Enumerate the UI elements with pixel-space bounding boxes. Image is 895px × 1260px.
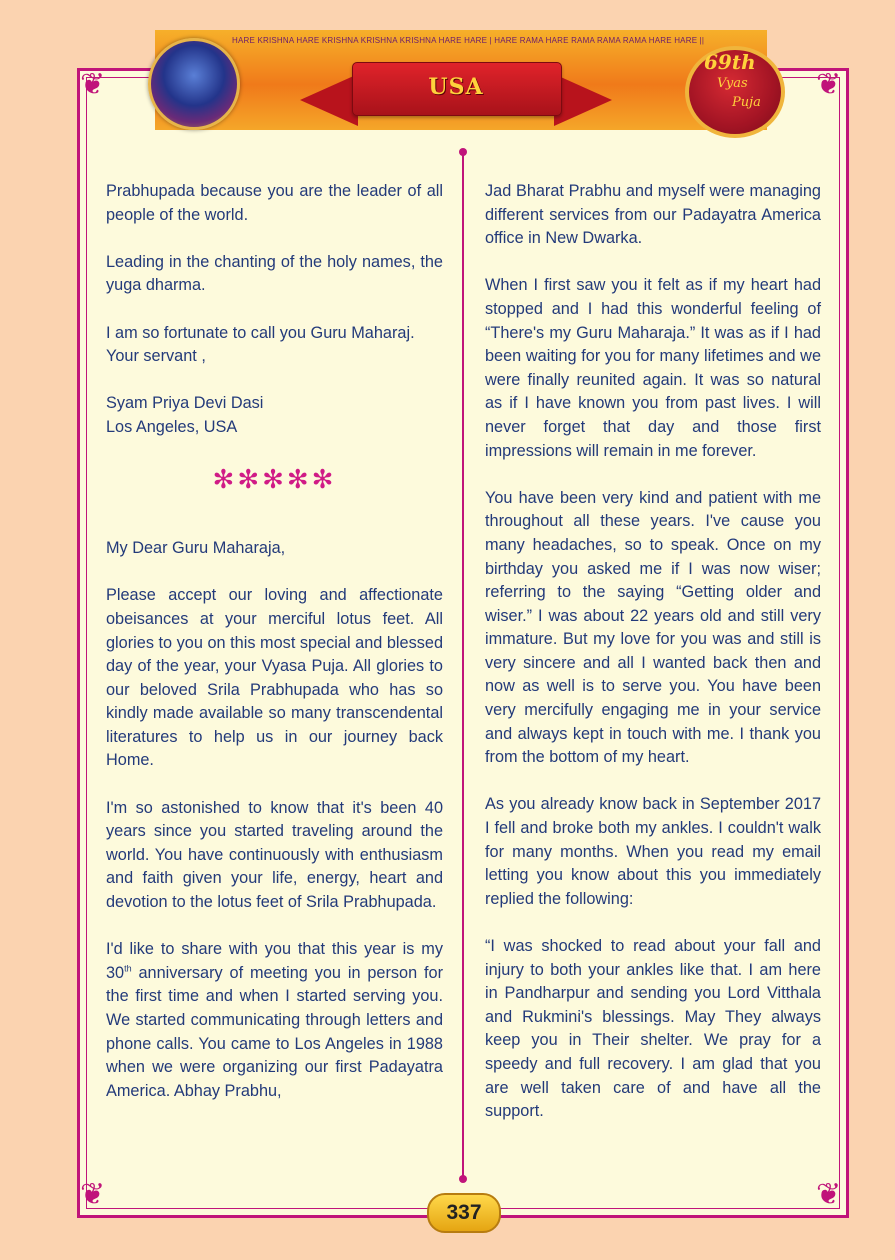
section-title: USA [428, 74, 484, 100]
ribbon-tail-right [554, 74, 612, 126]
quote: “I was shocked to read about your fall and injury to both your ankles like that. I am here in Pandharpur and sending you Lord Vitthala and Rukmini's blessings. May They always keep you in Their shelter. We pray for a speedy and full recovery. I am glad that you are well taken care of and have all the support. [485, 937, 821, 1121]
top-right-ornament-icon: ❦ [816, 68, 842, 101]
paragraph: As you already know back in September 2017 I fell and broke both my ankles. I couldn't walk for many months. When you read my email letting you know about this you immediately replied the following: [485, 795, 821, 908]
signature-place: Los Angeles, USA [106, 417, 238, 436]
paragraph: When I first saw you it felt as if my heart had stopped and I had this wonderful feeling of “There's my Guru Maharaja.” It was as if I had been waiting for you for many lifetimes and we were finally reunited again. It was so natural as if I have known you from past lives. I will never forget that day and those first impressions will remain in me forever. [485, 276, 821, 460]
bottom-right-ornament-icon: ❦ [816, 1178, 842, 1211]
divider-dot-bottom [459, 1175, 467, 1183]
bottom-left-ornament-icon: ❦ [80, 1178, 106, 1211]
column-divider [462, 150, 464, 1180]
badge-line-1: Vyas [717, 76, 748, 91]
text-run: anniversary of meeting you in person for the first time and when I started serving you. We started communicating through letters and phone calls. You came to Los Angeles in 1988 when we were organizing our first Padayatra America. Abhay Prabhu, [106, 963, 443, 1100]
paragraph: You have been very kind and patient with me throughout all these years. I've cause you many headaches, so to speak. Once on my birthday you asked me if I was now wiser; referring to the saying “Getting older and wiser.” I was about 22 years old and still very immature. But my love for you was and still is very sincere and all I wanted back then and now as well is to serve you. You have been very mercifully engaging me in your service and always kept in touch with me. I thank you from the bottom of my heart. [485, 488, 821, 767]
star-separator: ✻✻✻✻✻ [212, 463, 337, 494]
signature [106, 392, 443, 439]
paragraph: Jad Bharat Prabhu and myself were managing different services from our Padayatra America office in New Dwarka. [485, 182, 821, 248]
divider-dot-top [459, 148, 467, 156]
paragraph: Please accept our loving and affectionate obeisances at your merciful lotus feet. All glories to you on this most special and blessed day of the year, your Vyasa Puja. All glories to our beloved Srila Prabhupada who has so kindly made available so many transcendental literatures to help us in our journey back Home. [106, 586, 443, 770]
paragraph: Prabhupada because you are the leader of all people of the world. [106, 182, 443, 224]
top-left-ornament-icon: ❦ [80, 68, 106, 101]
signature-name: Syam Priya Devi Dasi [106, 394, 264, 413]
paragraph: Leading in the chanting of the holy names, the yuga dharma. [106, 252, 443, 295]
paragraph [106, 938, 443, 1103]
page-number: 337 [427, 1193, 501, 1233]
mantra-text: HARE KRISHNA HARE KRISHNA KRISHNA KRISHNA HARE HARE | HARE RAMA HARE RAMA RAMA RAMA HARE HARE || [232, 36, 705, 45]
right-column [485, 180, 821, 1147]
badge-line-2: Puja [732, 95, 761, 110]
closing [106, 322, 443, 369]
superscript: th [124, 963, 132, 974]
deity-medallion [148, 38, 240, 130]
ribbon-tail-left [300, 74, 358, 126]
text-run: I'd like to share with you that this year is my 30 [106, 940, 443, 982]
closing-line: I am so fortunate to call you Guru Maharaj. [106, 323, 415, 342]
closing-servant: Your servant , [106, 347, 206, 366]
badge-number: 69th [704, 50, 756, 74]
salutation: My Dear Guru Maharaja, [106, 539, 286, 558]
paragraph: I'm so astonished to know that it's been 40 years since you started traveling around the world. You have continuously with enthusiasm and faith given your life, energy, heart and devotion to the lotus feet of Srila Prabhupada. [106, 798, 443, 912]
left-column [106, 180, 443, 1127]
